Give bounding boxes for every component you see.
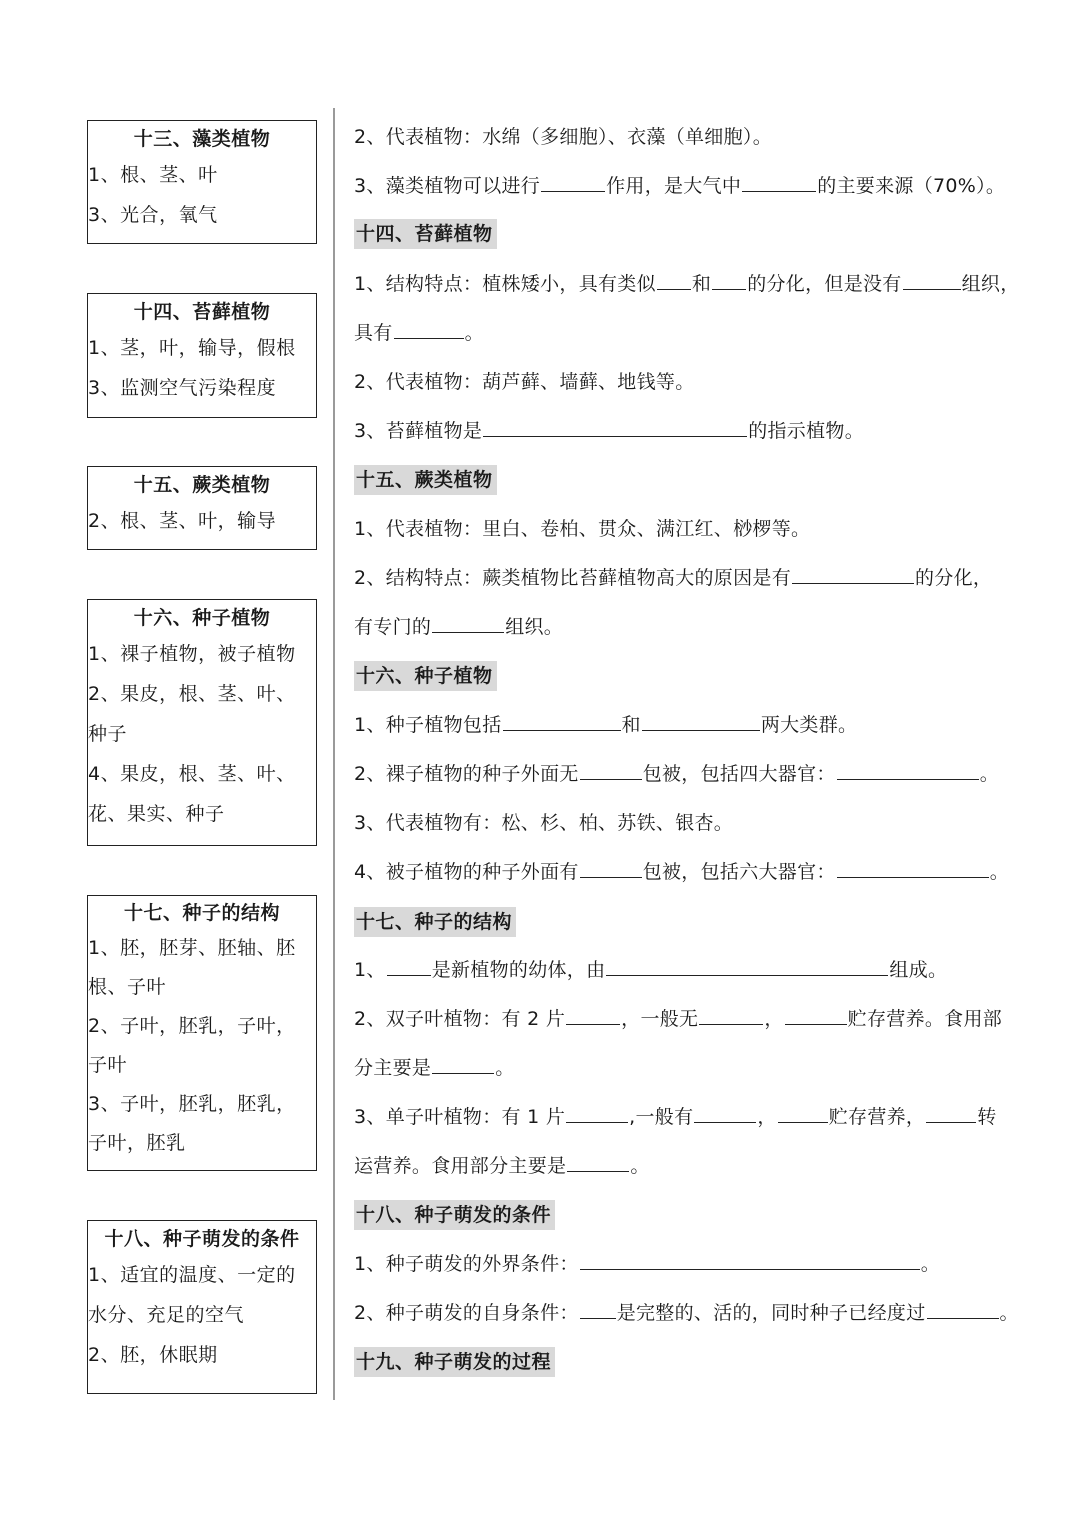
- question-text: 1、: [354, 959, 386, 981]
- question-line: [354, 1251, 940, 1277]
- question-text: 2、代表植物：葫芦藓、墙藓、地钱等。: [354, 371, 695, 393]
- question-line: [354, 1153, 650, 1179]
- answer-blank: [566, 1104, 628, 1123]
- answer-blank: [657, 271, 691, 290]
- answer-blank: [606, 957, 888, 976]
- answer-blank: [778, 1104, 828, 1123]
- answer-box-title: 十四、苔藓植物: [133, 301, 271, 323]
- question-text: 的主要来源（70%）。: [817, 175, 1006, 197]
- question-line: [354, 614, 563, 640]
- question-text: 有专门的: [354, 616, 432, 638]
- answer-blank: [566, 1006, 620, 1025]
- answer-line: 2、胚，休眠期: [88, 1344, 218, 1366]
- question-line: [354, 124, 772, 150]
- answer-box-14: [87, 293, 317, 418]
- column-divider: [333, 108, 335, 1400]
- answer-blank: [394, 320, 464, 339]
- answer-blank: [712, 271, 746, 290]
- question-text: 分主要是: [354, 1057, 432, 1079]
- question-text: 4、被子植物的种子外面有: [354, 861, 579, 883]
- answer-blank: [785, 1006, 847, 1025]
- question-line: [354, 271, 1020, 297]
- answer-box-17: [87, 895, 317, 1171]
- answer-line: 1、裸子植物，被子植物: [88, 643, 296, 665]
- answer-line: 2、果皮，根、茎、叶、种子: [88, 683, 296, 745]
- answer-box-title: 十五、蕨类植物: [133, 474, 271, 496]
- question-line: [354, 173, 1005, 199]
- question-line: [354, 320, 484, 346]
- answer-line: 3、子叶，胚乳，胚乳，子叶，胚乳: [88, 1093, 296, 1154]
- answer-blank: [432, 614, 504, 633]
- answer-blank: [541, 173, 605, 192]
- section-heading: 十八、种子萌发的条件: [354, 1200, 555, 1230]
- question-text: 转: [977, 1106, 997, 1128]
- question-text: 是完整的、活的，同时种子已经度过: [616, 1302, 926, 1324]
- question-text: ，: [757, 1106, 777, 1128]
- question-text: 。: [630, 1155, 650, 1177]
- question-line: [354, 810, 733, 836]
- question-line: [354, 565, 992, 591]
- question-text: 。: [989, 861, 1010, 883]
- answer-box-13: [87, 120, 317, 244]
- section-heading: 十四、苔藓植物: [354, 219, 497, 249]
- answer-box-16: [87, 599, 317, 846]
- question-text: 1、代表植物：里白、卷柏、贯众、满江红、桫椤等。: [354, 518, 811, 540]
- question-text: 包被，包括四大器官：: [642, 763, 836, 785]
- question-text: 的分化，: [915, 567, 993, 589]
- answer-blank: [694, 1104, 756, 1123]
- question-text: 。: [495, 1057, 515, 1079]
- answer-line: 3、监测空气污染程度: [88, 377, 277, 399]
- question-text: 运营养。食用部分主要是: [354, 1155, 567, 1177]
- answer-blank: [580, 1300, 616, 1319]
- question-text: 的指示植物。: [748, 420, 865, 442]
- answer-blank: [837, 761, 979, 780]
- answer-blank: [742, 173, 816, 192]
- question-line: [354, 1006, 1002, 1032]
- answer-box-title: 十六、种子植物: [133, 607, 271, 629]
- answer-blank: [580, 859, 642, 878]
- question-text: 3、藻类植物可以进行: [354, 175, 541, 197]
- question-line: [354, 1104, 997, 1130]
- question-text: 2、种子萌发的自身条件：: [354, 1302, 579, 1324]
- question-text: 3、苔藓植物是: [354, 420, 483, 442]
- answer-line: 4、果皮，根、茎、叶、花、果实、种子: [88, 763, 296, 825]
- answer-line: 1、胚，胚芽、胚轴、胚根、子叶: [88, 937, 296, 998]
- question-line: [354, 712, 857, 738]
- question-text: 。: [979, 763, 1000, 785]
- question-text: 1、种子植物包括: [354, 714, 502, 736]
- question-text: 和: [621, 714, 641, 736]
- answer-box-title: 十三、藻类植物: [133, 128, 271, 150]
- question-text: 2、结构特点：蕨类植物比苔藓植物高大的原因是有: [354, 567, 791, 589]
- question-text: 3、代表植物有：松、杉、柏、苏铁、银杏。: [354, 812, 734, 834]
- question-text: 2、裸子植物的种子外面无: [354, 763, 579, 785]
- question-text: 1、种子萌发的外界条件：: [354, 1253, 579, 1275]
- answer-blank: [642, 712, 760, 731]
- question-text: 作用，是大气中: [606, 175, 742, 197]
- answer-blank: [792, 565, 914, 584]
- answer-line: 1、根、茎、叶: [88, 164, 218, 186]
- question-text: ，: [764, 1008, 784, 1030]
- section-heading: 十五、蕨类植物: [354, 465, 497, 495]
- question-line: [354, 859, 1009, 885]
- question-text: 组织。: [505, 616, 564, 638]
- question-line: [354, 1055, 515, 1081]
- question-line: [354, 1300, 1019, 1326]
- answer-blank: [483, 418, 747, 437]
- question-text: 1、结构特点：植株矮小，具有类似: [354, 273, 656, 295]
- answer-blank: [580, 761, 642, 780]
- answer-box-18: [87, 1220, 317, 1394]
- question-line: [354, 369, 695, 395]
- question-line: [354, 761, 999, 787]
- question-text: 组成。: [889, 959, 948, 981]
- question-line: [354, 516, 810, 542]
- question-text: 组织，: [961, 273, 1020, 295]
- question-text: ,一般有: [629, 1106, 694, 1128]
- question-text: 贮存营养，: [828, 1106, 926, 1128]
- question-text: 两大类群。: [760, 714, 858, 736]
- answer-blank: [432, 1055, 494, 1074]
- section-heading: 十六、种子植物: [354, 661, 497, 691]
- question-line: [354, 418, 864, 444]
- question-text: 是新植物的幼体，由: [431, 959, 606, 981]
- question-text: 2、代表植物：水绵（多细胞）、衣藻（单细胞）。: [354, 126, 772, 148]
- answer-blank: [387, 957, 431, 976]
- answer-line: 2、子叶，胚乳，子叶，子叶: [88, 1015, 296, 1076]
- answer-box-15: [87, 466, 317, 550]
- answer-line: 1、适宜的温度、一定的水分、充足的空气: [88, 1264, 296, 1326]
- answer-blank: [580, 1251, 920, 1270]
- answer-blank: [927, 1300, 999, 1319]
- answer-blank: [503, 712, 621, 731]
- question-text: 包被，包括六大器官：: [642, 861, 836, 883]
- question-text: 3、单子叶植物：有 1 片: [354, 1106, 566, 1128]
- answer-box-title: 十八、种子萌发的条件: [104, 1228, 300, 1250]
- answer-blank: [926, 1104, 976, 1123]
- question-line: [354, 957, 947, 983]
- question-text: 具有: [354, 322, 393, 344]
- question-text: 。: [999, 1302, 1019, 1324]
- answer-blank: [699, 1006, 763, 1025]
- question-text: 。: [464, 322, 484, 344]
- question-text: 2、双子叶植物：有 2 片: [354, 1008, 566, 1030]
- question-text: ，一般无: [621, 1008, 699, 1030]
- answer-line: 1、茎，叶，输导，假根: [88, 337, 296, 359]
- answer-line: 2、根、茎、叶，输导: [88, 510, 277, 532]
- answer-blank: [837, 859, 989, 878]
- answer-blank: [903, 271, 961, 290]
- section-heading: 十七、种子的结构: [354, 907, 516, 937]
- answer-box-title: 十七、种子的结构: [123, 902, 280, 924]
- question-text: 。: [920, 1253, 941, 1275]
- question-text: 和: [691, 273, 712, 295]
- question-text: 的分化，但是没有: [747, 273, 902, 295]
- answer-blank: [567, 1153, 629, 1172]
- answer-line: 3、光合，氧气: [88, 204, 218, 226]
- section-heading: 十九、种子萌发的过程: [354, 1347, 555, 1377]
- question-text: 贮存营养。食用部: [847, 1008, 1003, 1030]
